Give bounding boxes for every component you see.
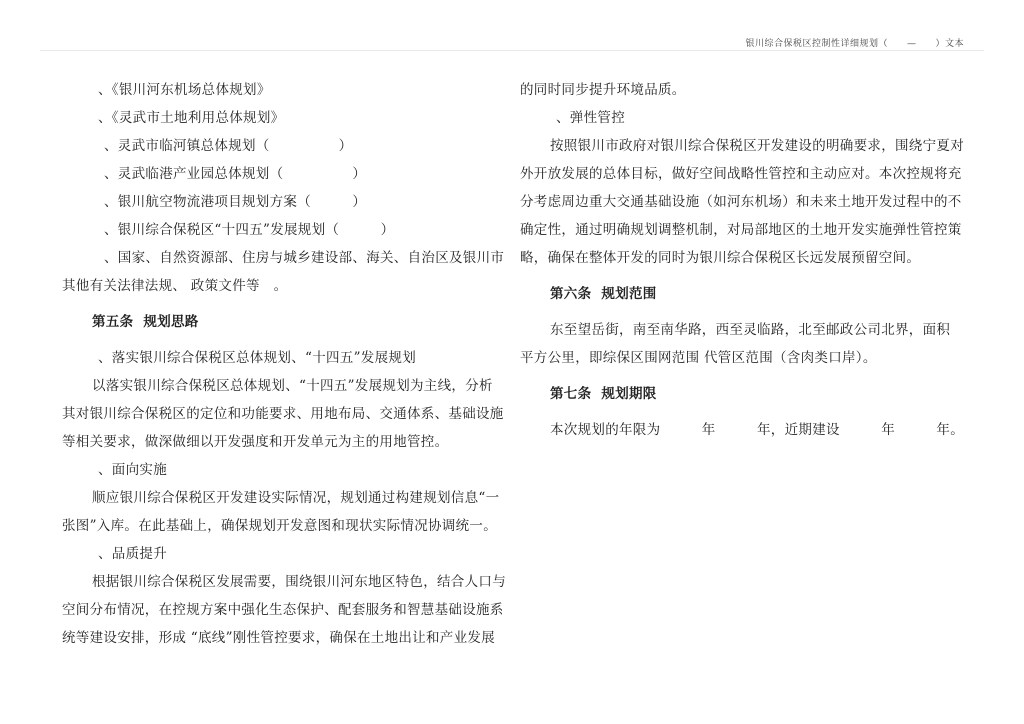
text-line: 其对银川综合保税区的定位和功能要求、用地布局、交通体系、基础设施 [62, 406, 504, 422]
text-line: 空间分布情况，在控规方案中强化生态保护、配套服务和智慧基础设施系 [62, 602, 504, 618]
text-line: 本次规划的年限为 年 年，近期建设 年 年。 [550, 422, 964, 438]
text-line: 、银川航空物流港项目规划方案（ ） [104, 194, 367, 210]
text-line: 等相关要求，做深做细以开发强度和开发单元为主的用地管控。 [62, 434, 449, 450]
text-line: 东至望岳街，南至南华路，西至灵临路，北至邮政公司北界，面积 [550, 322, 951, 338]
text-line: 按照银川市政府对银川综合保税区开发建设的明确要求，围绕宁夏对 [550, 138, 964, 154]
section-heading: 第七条 规划期限 [550, 386, 657, 402]
running-header: 银川综合保税区控制性详细规划（ — ）文本 [745, 39, 964, 49]
text-line: 、弹性管控 [556, 110, 625, 126]
text-line: 、落实银川综合保税区总体规划、“十四五”发展规划 [98, 350, 417, 366]
text-line: 、灵武临港产业园总体规划（ ） [104, 166, 367, 182]
section-heading: 第五条 规划思路 [92, 314, 199, 330]
text-line: 顺应银川综合保税区开发建设实际情况，规划通过构建规划信息“一 [92, 490, 500, 506]
text-line: 平方公里，即综保区围网范围 代管区范围（含肉类口岸）。 [520, 350, 877, 366]
text-line: 其他有关法律法规、 政策文件等 。 [62, 278, 288, 294]
text-line: 张图”入库。在此基础上，确保规划开发意图和现状实际情况协调统一。 [62, 518, 498, 534]
text-line: 根据银川综合保税区发展需要，围绕银川河东地区特色，结合人口与 [92, 574, 506, 590]
text-line: 、国家、自然资源部、住房与城乡建设部、海关、自治区及银川市 [104, 250, 505, 266]
text-line: 、面向实施 [98, 462, 167, 478]
text-line: 、灵武市临河镇总体规划（ ） [104, 138, 353, 154]
text-line: 、《灵武市土地利用总体规划》 [98, 110, 285, 126]
right-column [520, 76, 968, 444]
text-line: 统等建设安排，形成 “底线”刚性管控要求，确保在土地出让和产业发展 [62, 630, 495, 646]
left-column [62, 76, 510, 652]
text-line: 略，确保在整体开发的同时为银川综合保税区长远发展预留空间。 [520, 250, 921, 266]
text-line: 分考虑周边重大交通基础设施（如河东机场）和未来土地开发过程中的不 [520, 194, 962, 210]
text-line: 、品质提升 [98, 546, 167, 562]
text-line: 、《银川河东机场总体规划》 [98, 82, 271, 98]
header-rule [40, 50, 984, 51]
text-line: 确定性，通过明确规划调整机制，对局部地区的土地开发实施弹性管控策 [520, 222, 962, 238]
section-heading: 第六条 规划范围 [550, 286, 657, 302]
text-line: 外开放发展的总体目标，做好空间战略性管控和主动应对。本次控规将充 [520, 166, 962, 182]
text-line: 以落实银川综合保税区总体规划、“十四五”发展规划为主线，分析 [92, 378, 493, 394]
text-line: 、银川综合保税区“十四五”发展规划（ ） [104, 222, 395, 238]
text-line: 的同时同步提升环境品质。 [520, 82, 686, 98]
